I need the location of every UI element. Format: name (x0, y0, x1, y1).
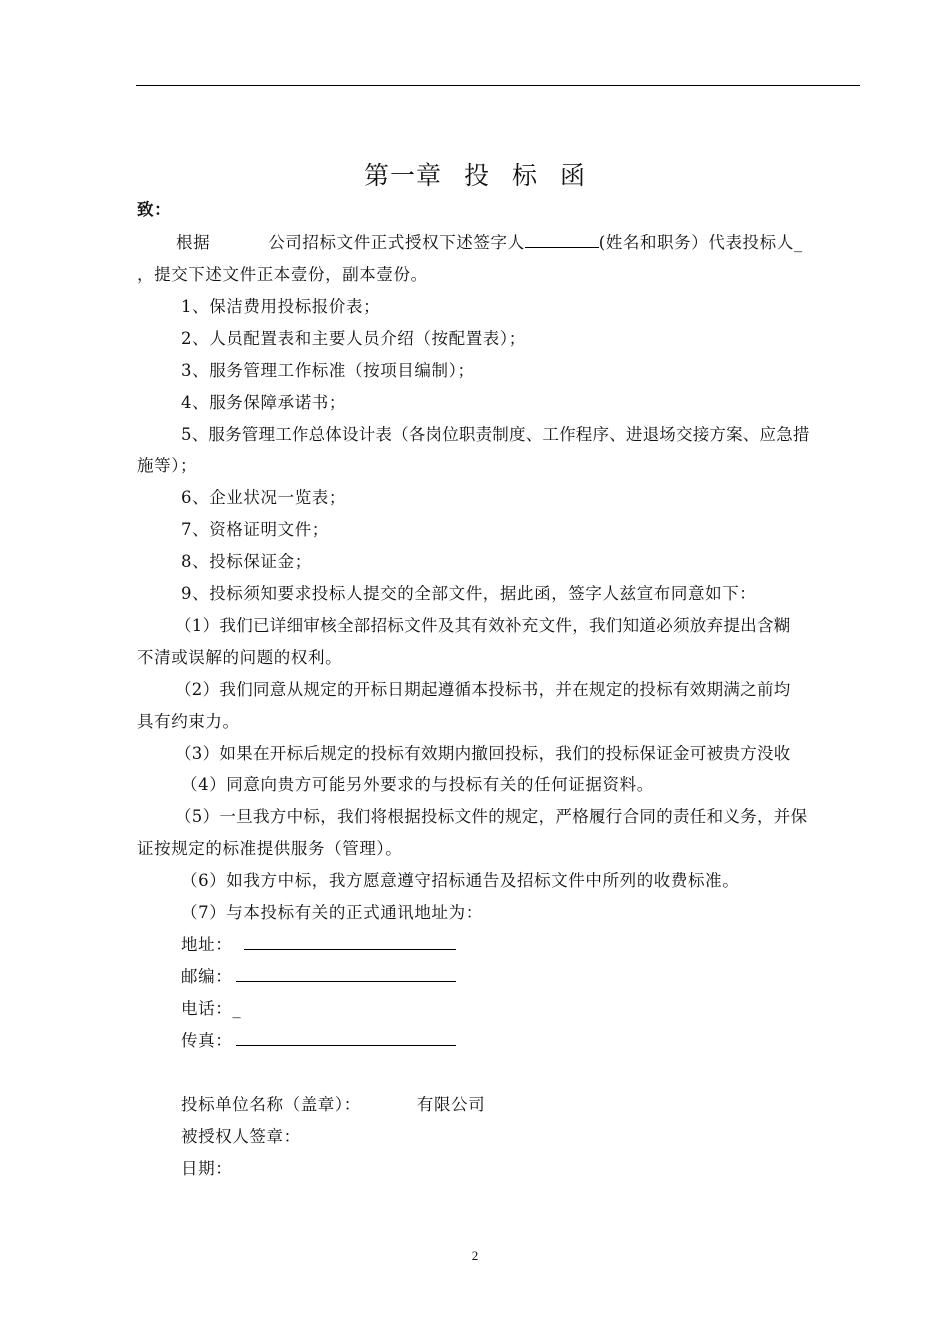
list-item: 5、服务管理工作总体设计表（各岗位职责制度、工作程序、进退场交接方案、应急措 (181, 425, 810, 444)
list-item: 7、资格证明文件； (181, 520, 329, 539)
clause: （5）一旦我方中标，我们将根据投标文件的规定，严格履行合同的责任和义务，并保 (175, 807, 808, 826)
authorized-signature: 被授权人签章： (181, 1127, 301, 1146)
intro-line-2: ，提交下述文件正本壹份，副本壹份。 (137, 265, 428, 284)
header-rule (136, 85, 860, 86)
list-item: 9、投标须知要求投标人提交的全部文件，据此函，签字人兹宣布同意如下： (181, 584, 757, 603)
list-item: 1、保洁费用投标报价表； (181, 297, 381, 316)
list-item: 3、服务管理工作标准（按项目编制）； (181, 361, 475, 380)
clause: （4）同意向贵方可能另外要求的与投标有关的任何证据资料。 (181, 775, 654, 794)
fax-blank (236, 1031, 456, 1046)
clause: （7）与本投标有关的正式通讯地址为： (181, 903, 483, 922)
clause-cont: 具有约束力。 (137, 712, 240, 731)
postcode-row: 邮编： (181, 966, 456, 988)
clause: （6）如我方中标，我方愿意遵守招标通告及招标文件中所列的收费标准。 (181, 871, 740, 890)
addressee: 致： (137, 200, 172, 219)
title-part: 函 (560, 161, 587, 190)
title-part: 第一章 (363, 161, 442, 190)
signer-blank (525, 233, 599, 248)
list-item: 2、人员配置表和主要人员介绍（按配置表）； (181, 329, 526, 348)
address-row: 地址： (181, 934, 456, 956)
title-part: 投 (463, 161, 490, 190)
page-title (0, 156, 950, 192)
page-number: 2 (471, 1248, 479, 1263)
postcode-blank (236, 967, 456, 982)
clause-cont: 证按规定的标准提供服务（管理）。 (137, 839, 403, 858)
address-blank (244, 935, 456, 950)
list-item: 6、企业状况一览表； (181, 488, 346, 507)
list-item: 4、服务保障承诺书； (181, 393, 346, 412)
phone-row: 电话：_ (181, 999, 242, 1018)
clause-cont: 不清或误解的问题的权利。 (137, 648, 343, 667)
clause: （3）如果在开标后规定的投标有效期内撤回投标，我们的投标保证金可被贵方没收 (175, 744, 791, 763)
list-item: 8、投标保证金； (181, 552, 312, 571)
title-part: 标 (512, 161, 539, 190)
fax-row: 传真： (181, 1030, 456, 1052)
clause: （1）我们已详细审核全部招标文件及其有效补充文件，我们知道必须放弃提出含糊 (175, 616, 791, 635)
bidder-name-row: 投标单位名称（盖章）： 有限公司 (181, 1095, 486, 1114)
intro-line-1: 根据 公司招标文件正式授权下述签字人 (姓名和职务）代表投标人_ (176, 233, 803, 252)
list-item-cont: 施等）； (137, 456, 198, 475)
clause: （2）我们同意从规定的开标日期起遵循本投标书，并在规定的投标有效期满之前均 (175, 680, 791, 699)
date-label: 日期： (181, 1159, 233, 1178)
